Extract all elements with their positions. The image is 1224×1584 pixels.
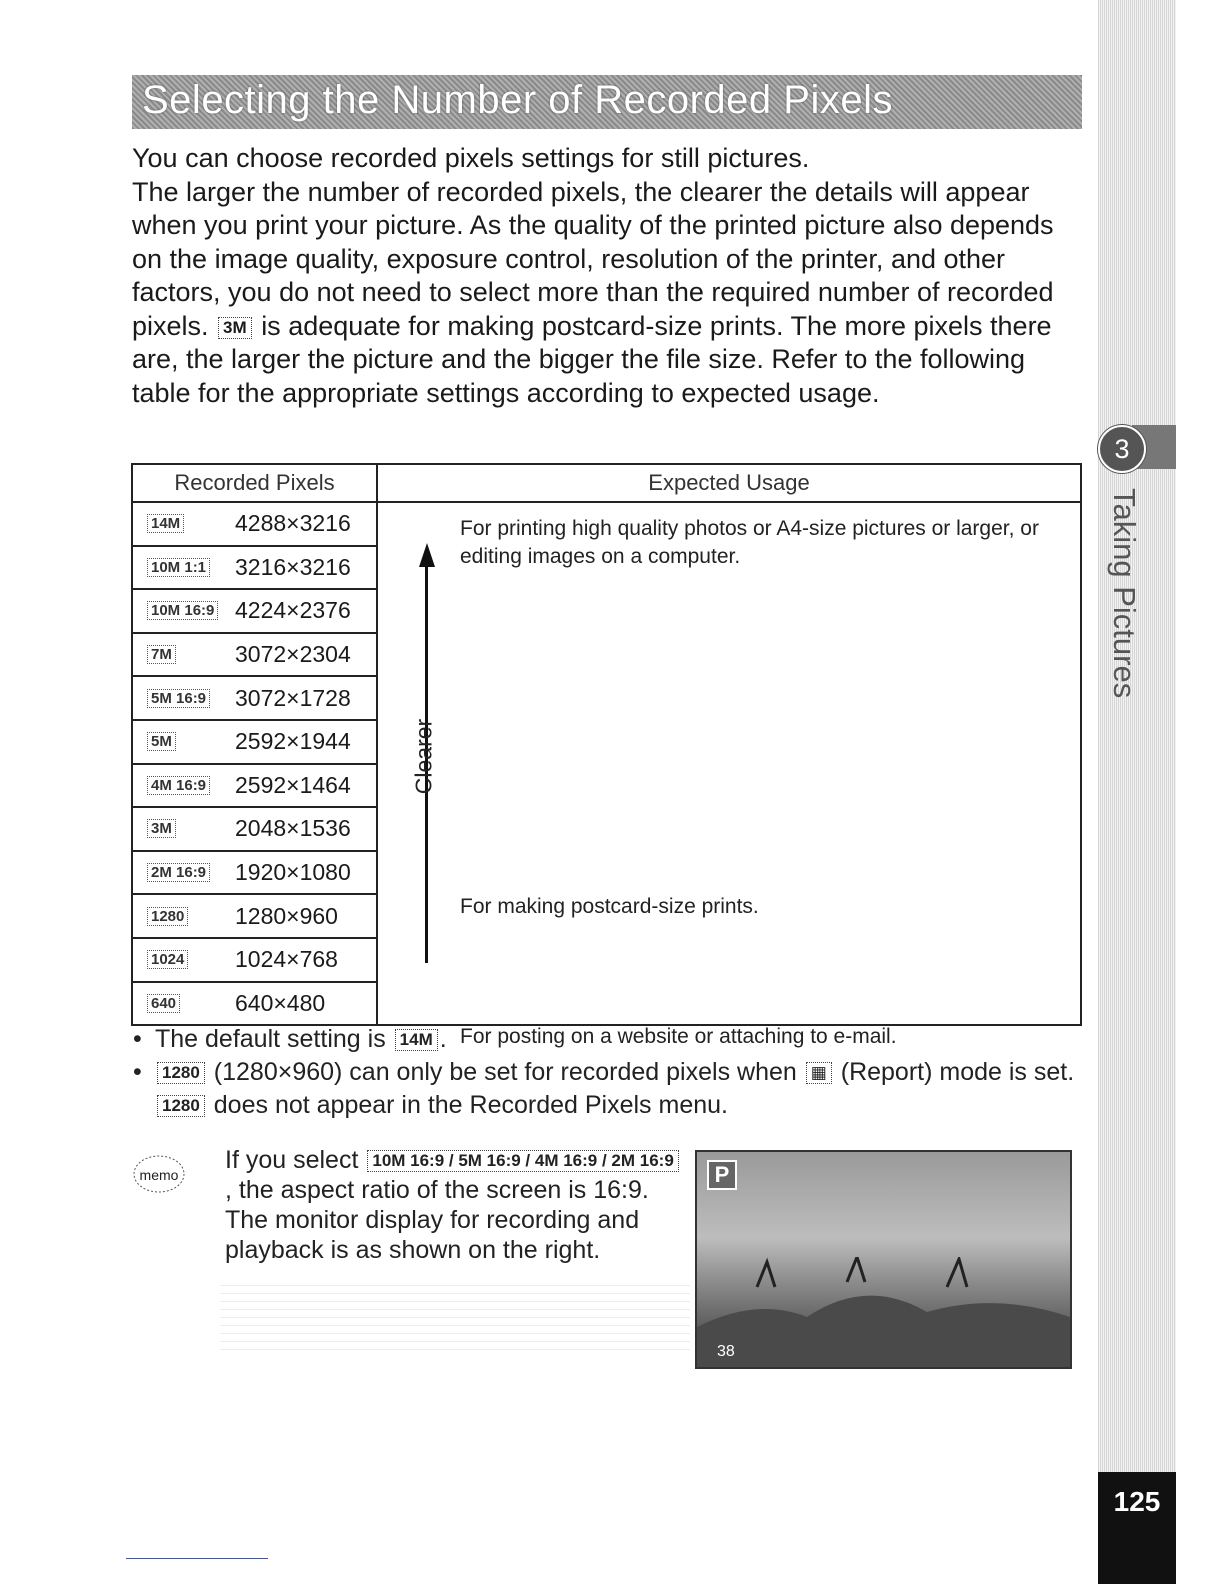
pixel-size-icon: 5M bbox=[147, 732, 176, 751]
usage-postcard: For making postcard-size prints. bbox=[460, 895, 759, 918]
table-row bbox=[132, 589, 377, 633]
chapter-title: Taking Pictures bbox=[1107, 488, 1142, 699]
usage-web: For posting on a website or attaching to e-mail. bbox=[460, 1025, 897, 1048]
footer-rule bbox=[126, 1558, 268, 1559]
page-number: 125 bbox=[1098, 1472, 1176, 1584]
pixel-value: 2592×1464 bbox=[235, 771, 351, 798]
pixel-value: 4288×3216 bbox=[235, 510, 351, 537]
note-default-setting: • The default setting is 14M . bbox=[133, 1023, 1093, 1056]
table-row bbox=[132, 807, 377, 851]
pixel-value: 3072×1728 bbox=[235, 684, 351, 711]
pixel-size-icon: 640 bbox=[147, 994, 180, 1013]
table-row bbox=[132, 720, 377, 764]
notes bbox=[133, 1023, 1093, 1122]
table-row bbox=[132, 894, 377, 938]
pixel-value: 1024×768 bbox=[235, 946, 338, 973]
intro-paragraph-2: The larger the number of recorded pixels, the clearer the details will appear when you print your picture. As the quality of the printed picture also depends on the image quality, exposure control, resolution of the printer, and other factors, you do not need to select more than the required number of recorded pixels. 3M is adequate for making postcard-size prints. The more pixels there are, the larger the picture and the bigger the file size. Refer to the following table for the appropriate settings according to expected usage. bbox=[132, 176, 1054, 408]
memo-background-pattern bbox=[220, 1280, 690, 1350]
chapter-number: 3 bbox=[1098, 425, 1146, 473]
header-expected-usage: Expected Usage bbox=[377, 464, 1081, 502]
table-row bbox=[132, 676, 377, 720]
chapter-title-wrapper bbox=[1100, 488, 1156, 718]
table-row bbox=[132, 982, 377, 1026]
header-recorded-pixels: Recorded Pixels bbox=[132, 464, 377, 502]
monitor-display-example bbox=[695, 1150, 1072, 1369]
pixel-3m-icon: 3M bbox=[218, 317, 252, 339]
pixel-1280-icon: 1280 bbox=[157, 1062, 205, 1084]
pixel-value: 3216×3216 bbox=[235, 553, 351, 580]
pixel-size-icon: 1024 bbox=[147, 950, 188, 969]
pixel-size-icon: 3M bbox=[147, 819, 176, 838]
aspect-16-9-icons: 10M 16:9 / 5M 16:9 / 4M 16:9 / 2M 16:9 bbox=[367, 1150, 678, 1172]
pixel-14m-icon: 14M bbox=[395, 1029, 438, 1051]
pixel-size-icon: 10M 16:9 bbox=[147, 601, 218, 620]
pixel-value: 1920×1080 bbox=[235, 859, 351, 886]
pixel-1280-icon: 1280 bbox=[157, 1095, 205, 1117]
pixel-size-icon: 7M bbox=[147, 645, 176, 664]
table-row bbox=[132, 502, 377, 546]
clearer-label: Clearer bbox=[410, 718, 437, 795]
section-title-bar bbox=[132, 75, 1082, 129]
pixel-size-icon: 1280 bbox=[147, 907, 188, 926]
pixel-value: 2048×1536 bbox=[235, 815, 351, 842]
memo-text: If you select 10M 16:9 / 5M 16:9 / 4M 16:9 / 2M 16:9, the aspect ratio of the screen is 16:9. The monitor display for recording and playback is as shown on the right. bbox=[225, 1145, 685, 1265]
pixel-value: 640×480 bbox=[235, 989, 326, 1016]
pixel-size-icon: 14M bbox=[147, 514, 184, 533]
intro-text bbox=[132, 142, 1082, 410]
pixel-size-icon: 4M 16:9 bbox=[147, 776, 210, 795]
pixel-value: 4224×2376 bbox=[235, 597, 351, 624]
pixel-value: 2592×1944 bbox=[235, 728, 351, 755]
pixel-size-icon: 2M 16:9 bbox=[147, 863, 210, 882]
table-row bbox=[132, 851, 377, 895]
note-1280-report: • 1280 (1280×960) can only be set for recorded pixels when ▦ (Report) mode is set. bbox=[133, 1056, 1093, 1089]
chapter-sidebar bbox=[1098, 0, 1176, 1584]
section-title: Selecting the Number of Recorded Pixels bbox=[142, 78, 893, 122]
pixel-value: 1280×960 bbox=[235, 902, 338, 929]
shots-remaining: 38 bbox=[717, 1343, 735, 1360]
program-mode-icon: P bbox=[707, 1160, 737, 1190]
landscape-illustration bbox=[697, 1257, 1070, 1367]
pixel-size-icon: 5M 16:9 bbox=[147, 689, 210, 708]
table-row bbox=[132, 633, 377, 677]
note-1280-menu: 1280 does not appear in the Recorded Pixels menu. bbox=[133, 1089, 1093, 1122]
usage-high-quality: For printing high quality photos or A4-size pictures or larger, or editing images on a computer. bbox=[460, 517, 1039, 568]
memo-icon bbox=[132, 1150, 187, 1195]
pixel-size-icon: 10M 1:1 bbox=[147, 558, 210, 577]
memo-icon-label: memo bbox=[139, 1167, 179, 1183]
report-mode-icon: ▦ bbox=[806, 1062, 832, 1084]
table-row bbox=[132, 764, 377, 808]
table-row bbox=[132, 546, 377, 590]
intro-paragraph-1: You can choose recorded pixels settings for still pictures. bbox=[132, 143, 810, 173]
table-row bbox=[132, 938, 377, 982]
pixel-value: 3072×2304 bbox=[235, 641, 351, 668]
